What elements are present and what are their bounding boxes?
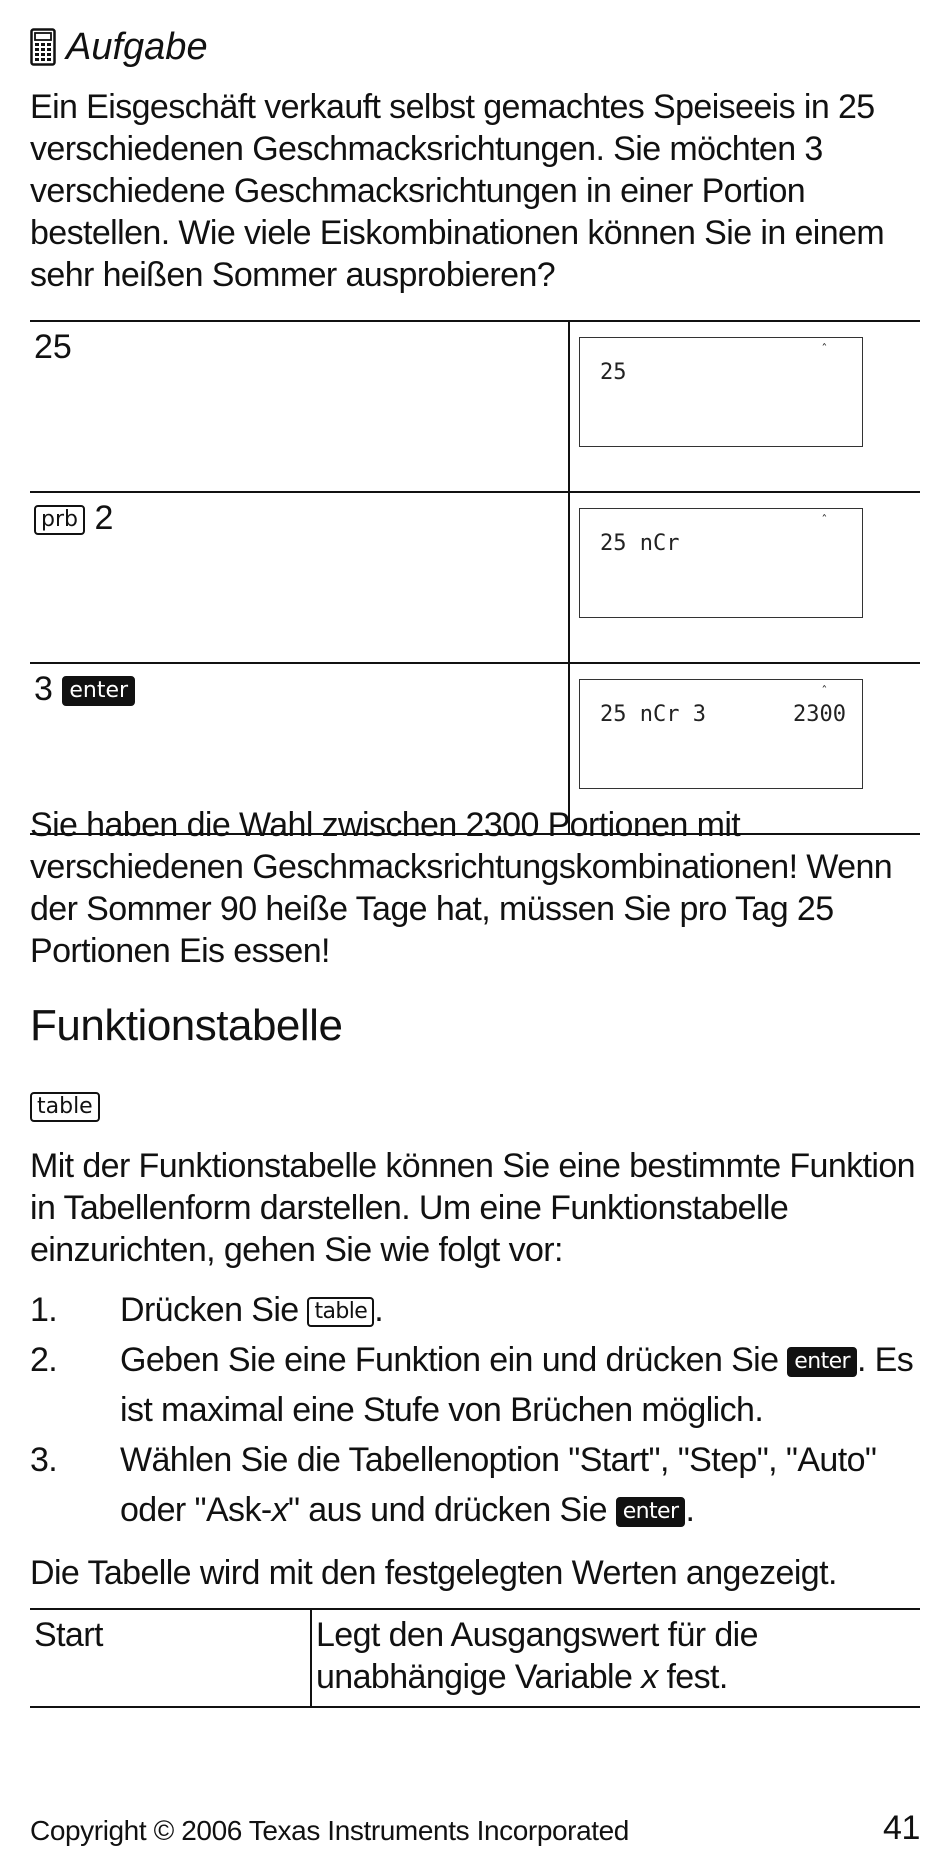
calculator-screen xyxy=(579,508,863,618)
result-text: Sie haben die Wahl zwischen 2300 Portionen mit verschiedenen Geschmacksrichtungskombinationen! Wenn der Sommer 90 heiße Tage hat, müssen Sie pro Tag 25 Portionen Eis essen! xyxy=(30,806,893,970)
cursor-indicator-icon: ˆ xyxy=(820,513,828,527)
enter-key: enter xyxy=(787,1347,857,1377)
page-number: 41 xyxy=(882,1809,920,1847)
after-list-text: Die Tabelle wird mit den festgelegten Werten angezeigt. xyxy=(30,1554,837,1592)
copyright-text: Copyright © 2006 Texas Instruments Incorporated xyxy=(30,1815,629,1846)
calculator-screen xyxy=(579,337,863,447)
list-item: 2. Geben Sie eine Funktion ein und drücken Sie enter . Es ist maximal eine Stufe von Brüchen möglich. xyxy=(30,1341,914,1429)
list-item: 1. Drücken Sie table . xyxy=(30,1291,384,1329)
step-row xyxy=(30,492,920,663)
step-input xyxy=(30,492,569,663)
prb-key: prb xyxy=(34,505,85,535)
aufgabe-text: Ein Eisgeschäft verkauft selbst gemachtes Speiseeis in 25 verschiedenen Geschmacksrichtungen. Sie möchten 3 verschiedene Geschmacksrichtungen in einer Portion bestellen. Wie viele Eiskombinationen können Sie in einem sehr heißen Sommer ausprobieren? xyxy=(30,88,885,294)
aufgabe-heading xyxy=(30,22,208,72)
example-steps-table xyxy=(30,320,920,835)
definition-term: Start xyxy=(30,1609,311,1707)
screen-entry: 25 nCr xyxy=(600,531,680,556)
instruction-list xyxy=(30,1285,920,1535)
table-key: table xyxy=(30,1092,100,1122)
section-intro: Mit der Funktionstabelle können Sie eine bestimmte Funktion in Tabellenform darstellen. Um eine Funktionstabelle einzurichten, gehen Sie wie folgt vor: xyxy=(30,1147,915,1269)
definition-row xyxy=(30,1609,920,1707)
screen-entry: 25 xyxy=(600,360,627,385)
step-input-text: 2 xyxy=(94,499,114,537)
step-input xyxy=(30,321,569,492)
table-key: table xyxy=(307,1297,374,1327)
calculator-icon xyxy=(30,28,56,66)
enter-key: enter xyxy=(616,1497,686,1527)
cursor-indicator-icon: ˆ xyxy=(820,342,828,356)
list-item: 3. Wählen Sie die Tabellenoption "Start", "Step", "Auto" oder "Ask-x" aus und drücken Sie enter . xyxy=(30,1441,877,1529)
option-definition-table xyxy=(30,1608,920,1708)
definition-description: Legt den Ausgangswert für die unabhängige Variable x fest. xyxy=(311,1609,920,1707)
calculator-screen xyxy=(579,679,863,789)
section-title: Funktionstabelle xyxy=(30,1001,343,1050)
step-input-text: 3 xyxy=(34,670,53,708)
aufgabe-title: Aufgabe xyxy=(66,26,208,68)
enter-key: enter xyxy=(62,676,135,706)
page-footer xyxy=(30,1809,920,1847)
cursor-indicator-icon: ˆ xyxy=(820,684,828,698)
screen-entry: 25 nCr 3 xyxy=(600,702,706,727)
screen-result: 2300 xyxy=(793,702,846,727)
step-input-text: 25 xyxy=(34,328,72,366)
step-row xyxy=(30,321,920,492)
